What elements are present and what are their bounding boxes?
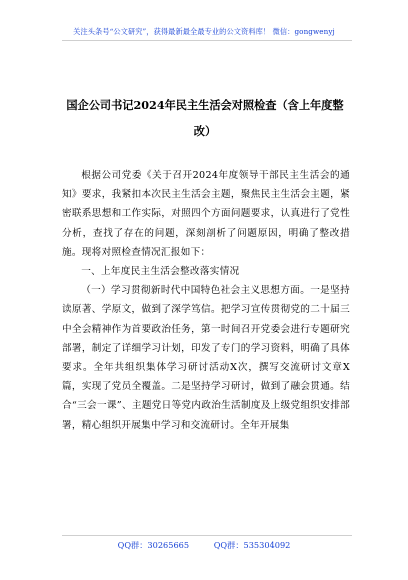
document-body — [62, 166, 350, 435]
footer — [0, 540, 408, 551]
section-heading-1: 一、上年度民主生活会整改落实情况 — [81, 266, 240, 278]
footer-qq-group-2: QQ群：535304092 — [213, 540, 291, 550]
document-title-line1: 国企公司书记2024年民主生活会对照检查（含上年度整 — [66, 98, 344, 112]
paragraph-study: （一）学习贯彻新时代中国特色社会主义思想方面。一是坚持读原著、学原文，做到了深学笃信。把学习宣传贯彻党的二十届三中全会精神作为首要政治任务，第一时间召开党委会进行专题研究部署，制定了详细学习计划，印发了专门的学习资料，明确了具体要求。全年共组织集体学习研讨活动X次，撰写交流研讨文章X篇，实现了党员全覆盖。二是坚持学习研讨，做到了融会贯通。结合“三会一课”、主题党日等党内政治生活制度及上级党组织安排部署，精心组织开展集中学习和交流研讨。全年开展集 — [62, 285, 350, 431]
paragraph-intro: 根据公司党委《关于召开2024年度领导干部民主生活会的通知》要求，我紧扣本次民主生活会主题，聚焦民主生活会主题，紧密联系思想和工作实际，对照四个方面问题要求，认真进行了党性分析，查找了存在的问题，深刻剖析了问题原因，明确了整改措施。现将对照检查情况汇报如下： — [62, 170, 350, 258]
footer-qq-group-1: QQ群：30265665 — [117, 540, 190, 550]
footer-divider — [62, 535, 352, 536]
header-divider — [62, 40, 352, 41]
document-title-line2: 改） — [193, 124, 217, 138]
header-banner: 关注头条号“公文研究”，获得最新最全最专业的公文资料库！ 微信：gongwenyj — [73, 27, 335, 36]
